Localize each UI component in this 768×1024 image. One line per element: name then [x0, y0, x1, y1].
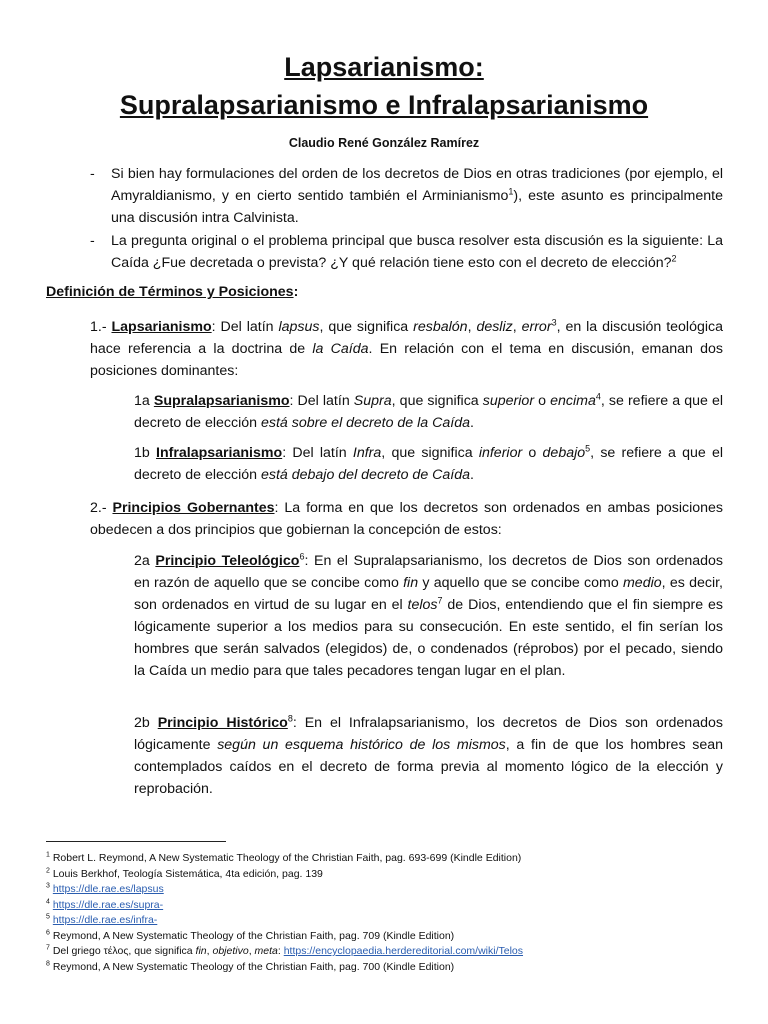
footnote-3 [46, 882, 746, 898]
bullet-1-text-b: ), este asunto es principalmente una discusión intra Calvinista. [111, 188, 723, 226]
italic-text: lapsus [278, 319, 320, 335]
term-principio-historico: Principio Histórico [157, 715, 288, 731]
italic-text: resbalón [413, 319, 468, 335]
text: , se refiere a que el decreto de elección [134, 393, 724, 431]
paragraph-teleologico [134, 550, 723, 682]
footnote-text: Reymond, A New Systematic Theology of the Christian Faith, pag. 709 (Kindle Edition) [49, 929, 455, 942]
italic-text: la Caída [312, 341, 369, 357]
text: : En el Supralapsarianismo, los decretos de Dios son ordenados en razón de aquello que se concibe como [134, 553, 723, 591]
footnote-6 [46, 929, 746, 945]
paragraph-lapsarianismo [90, 316, 723, 382]
footnote-4 [46, 898, 746, 914]
author: Claudio René González Ramírez [288, 136, 480, 150]
item-number: 2.- [90, 500, 113, 516]
footnote-text: Robert L. Reymond, A New Systematic Theology of the Christian Faith, pag. 693-699 (Kindle Edition) [49, 852, 522, 864]
text: de Dios, entendiendo que el fin siempre es lógicamente superior a los medios para su consecución. En este sentido, el fin serían los hombres que serán salvados (elegidos) de, o condenados (réprobos) por el pecado, siendo la Caída un medio para que tales pecadores tengan lugar en el plan. [134, 597, 723, 679]
text: : La forma en que los decretos son ordenados en ambas posiciones obedecen a dos principios que gobiernan la concepción de estos: [90, 500, 723, 538]
footnote-link[interactable]: https://dle.rae.es/lapsus [52, 883, 164, 895]
text: , se refiere a que el decreto de elección [134, 445, 724, 483]
text: , en la discusión teológica hace referencia a la doctrina de [90, 319, 723, 357]
footnote-text: , [248, 945, 255, 957]
term-lapsarianismo: Lapsarianismo [111, 319, 212, 335]
footnote-ref-8: 8 [287, 713, 293, 724]
text: . [470, 467, 474, 483]
footnote-number: 7 [46, 944, 50, 952]
text: o [534, 393, 551, 409]
italic-text: Infra [352, 445, 382, 461]
italic-text: está debajo del decreto de Caída [260, 467, 471, 483]
footnote-number: 2 [46, 867, 50, 874]
italic-text: error [521, 319, 552, 335]
footnote-ref-3: 3 [551, 317, 557, 328]
text: o [522, 445, 543, 461]
footnote-number: 3 [46, 882, 50, 890]
italic-text: según un esquema histórico de los mismos [217, 737, 506, 753]
footnote-text: Del griego τέλος, que significa [49, 945, 196, 957]
footnote-1 [46, 851, 746, 867]
footnote-separator [46, 841, 226, 842]
text: : En el Infralapsarianismo, los decretos de Dios son ordenados lógicamente [134, 715, 723, 753]
bullet-dash: - [90, 166, 95, 182]
footnote-text: : [277, 945, 284, 957]
text: : Del latín [211, 319, 279, 335]
footnote-ref-5: 5 [585, 443, 591, 454]
text: . [470, 415, 474, 431]
footnote-text: Louis Berkhof, Teología Sistemática, 4ta edición, pag. 139 [49, 867, 323, 880]
footnote-link[interactable]: https://dle.rae.es/infra- [52, 914, 158, 926]
footnote-text: , [206, 945, 213, 957]
text: , a fin de que los hombres sean contemplados caídos en el decreto de forma previa al momento lógico de la elección y reprobación. [134, 737, 723, 797]
paragraph-supralapsarianismo [134, 390, 723, 434]
footnote-number: 6 [46, 929, 50, 936]
bullet-1 [90, 163, 723, 229]
footnote-7 [46, 944, 746, 960]
italic-text: está sobre el decreto de la Caída [260, 415, 470, 431]
section-heading-text: Definición de Términos y Posiciones [46, 284, 294, 300]
footnote-ref-6: 6 [299, 551, 305, 562]
text: , es decir, son ordenados en virtud de su lugar en el [134, 575, 723, 613]
section-heading [46, 284, 298, 300]
text: , [467, 319, 477, 335]
paragraph-infralapsarianismo [134, 442, 723, 486]
italic-text: meta [254, 945, 278, 957]
footnote-number: 8 [46, 960, 50, 967]
term-infralapsarianismo: Infralapsarianismo [156, 445, 283, 461]
footnote-number: 4 [46, 898, 50, 905]
footnotes [46, 851, 746, 975]
bullet-2-text: La pregunta original o el problema principal que busca resolver esta discusión es la siguiente: La Caída ¿Fue decretada o prevista? ¿Y qué relación tiene esto con el decreto de elección? [111, 233, 723, 271]
footnote-5 [46, 913, 746, 929]
text: , que significa [391, 393, 483, 409]
bullet-1-text-a: Si bien hay formulaciones del orden de los decretos de Dios en otras tradiciones (por ejemplo, el Amyraldianismo, y en cierto sentido también el Arminianismo [111, 166, 723, 204]
italic-text: medio [622, 575, 662, 591]
paragraph-historico [134, 712, 723, 800]
item-number: 1a [134, 393, 154, 409]
italic-text: objetivo [212, 945, 249, 957]
footnote-number: 1 [46, 851, 50, 859]
footnote-text: Reymond, A New Systematic Theology of the Christian Faith, pag. 700 (Kindle Edition) [49, 960, 455, 973]
footnote-ref-2: 2 [671, 253, 677, 264]
footnote-ref-4: 4 [595, 391, 601, 402]
italic-text: telos [407, 597, 438, 613]
italic-text: inferior [478, 445, 523, 461]
italic-text: Supra [353, 393, 392, 409]
title-line-1: Lapsarianismo: [284, 52, 484, 82]
term-supralapsarianismo: Supralapsarianismo [153, 393, 290, 409]
bullet-dash: - [90, 233, 95, 249]
italic-text: debajo [542, 445, 586, 461]
text: : Del latín [289, 393, 354, 409]
italic-text: desliz [476, 319, 513, 335]
footnote-2 [46, 867, 746, 883]
text: : Del latín [282, 445, 353, 461]
text: y aquello que se concibe como [418, 575, 623, 591]
bullet-2 [90, 230, 723, 274]
footnote-ref-7: 7 [437, 595, 443, 606]
italic-text: superior [482, 393, 535, 409]
footnote-ref-1: 1 [508, 186, 514, 197]
italic-text: encima [550, 393, 596, 409]
italic-text: fin [195, 945, 207, 957]
item-number: 2b [134, 715, 158, 731]
footnote-number: 5 [46, 913, 50, 921]
term-principio-teleologico: Principio Teleológico [155, 553, 300, 569]
footnote-link[interactable]: https://encyclopaedia.herdereditorial.com/wiki/Telos [283, 945, 524, 957]
text: . En relación con el tema en discusión, emanan dos posiciones dominantes: [90, 341, 723, 379]
title-line-2: Supralapsarianismo e Infralapsarianismo [119, 90, 649, 120]
text: , que significa [381, 445, 479, 461]
italic-text: fin [403, 575, 419, 591]
text: , que significa [319, 319, 414, 335]
paragraph-principios [90, 497, 723, 541]
section-heading-colon: : [293, 284, 299, 300]
footnote-link[interactable]: https://dle.rae.es/supra- [52, 898, 164, 911]
item-number: 1.- [90, 319, 112, 335]
item-number: 2a [134, 553, 156, 569]
item-number: 1b [134, 445, 157, 461]
term-principios-gobernantes: Principios Gobernantes [112, 500, 275, 516]
text: , [512, 319, 522, 335]
footnote-8 [46, 960, 746, 976]
